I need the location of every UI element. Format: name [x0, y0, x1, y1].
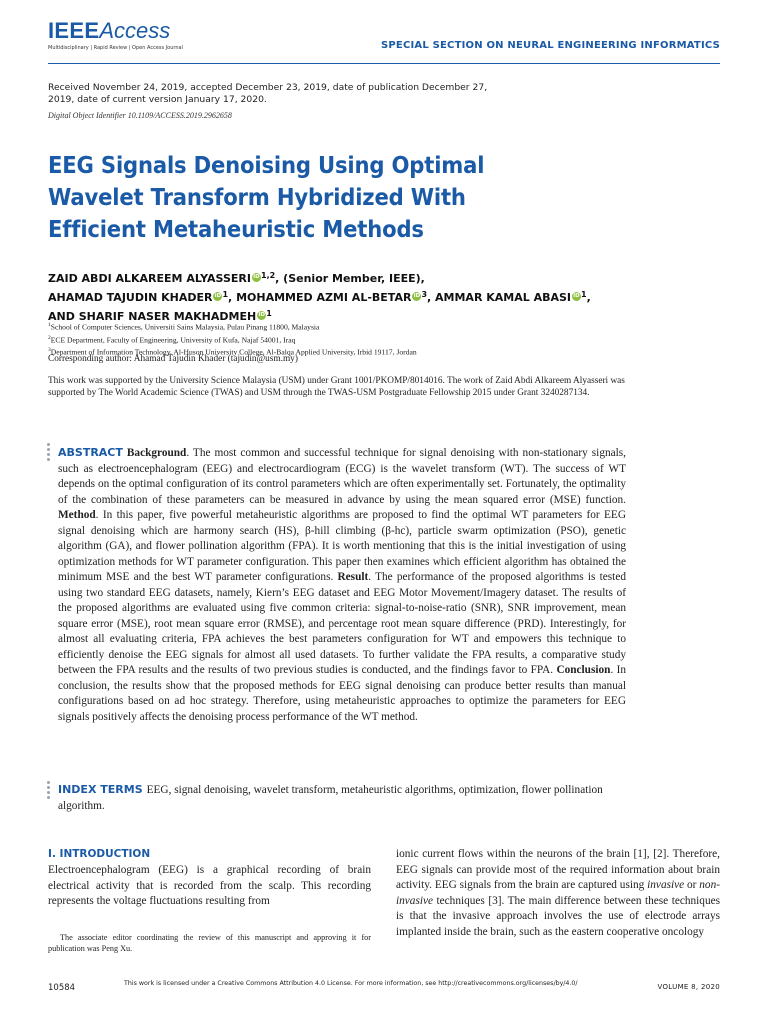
affiliation-line: $^2$ECE Department, Faculty of Engineering, University of Kufa, Najaf 54001, Iraq: [48, 334, 296, 345]
dots-icon: [47, 781, 51, 801]
abstract-label: ABSTRACT: [58, 446, 123, 459]
corresponding-author: Corresponding author: Ahamad Tajudin Khader (tajudin@usm.my): [48, 354, 298, 364]
paper-title: EEG Signals Denoising Using Optimal Wavelet Transform Hybridized With Efficient Metaheuristic Methods: [48, 153, 485, 243]
author-affiliation-mark: 1: [581, 290, 587, 299]
affiliation-line: $^1$School of Computer Sciences, Universiti Sains Malaysia, Pulau Pinang 11800, Malaysia: [48, 322, 320, 332]
doi-line: Digital Object Identifier 10.1109/ACCESS.2019.2962658: [48, 111, 232, 120]
orcid-icon[interactable]: iD: [573, 293, 580, 299]
license-notice[interactable]: This work is licensed under a Creative Commons Attribution 4.0 License. For more information, see http://creativecommons.org/licenses/by/4.0/: [124, 980, 578, 987]
index-terms-text: EEG, signal denoising, wavelet transform, metaheuristic algorithms, optimization, flower pollination algorithm.: [58, 784, 603, 812]
funding-statement: This work was supported by the University Science Malaysia (USM) under Grant 1001/PKOMP/8014016. The work of Zaid Abdi Alkareem Alyasseri was supported by The World Academic Science (TWAS) and USM through the TWAS-USM Postgraduate Fellowship 2015 under Grant 3240287134.: [48, 376, 625, 398]
intro-paragraph-left: Electroencephalogram (EEG) is a graphical recording of brain electrical activity that is recorded from the scalp. This recording represents the voltage fluctuations resulting from: [48, 864, 371, 907]
author-name: ZAID ABDI ALKAREEM ALYASSERI: [48, 272, 251, 285]
abstract-result-heading: Result: [337, 571, 369, 583]
orcid-icon[interactable]: iD: [214, 293, 222, 299]
author-list: ZAID ABDI ALKAREEM ALYASSERI iD$^{1,2}$, (Senior Member, IEEE), AHAMAD TAJUDIN KHADER iD$^1$, MOHAMMED AZMI AL-BETAR iD$^3$, AMMAR KAMAL ABASI iD$^1$, AND SHARIF NASER MAKHADMEH iD$^1$: [48, 271, 591, 323]
publication-dates: Received November 24, 2019, accepted December 23, 2019, date of publication December 27, 2019, date of current version January 17, 2020.: [48, 82, 488, 105]
left-column: [48, 848, 371, 910]
abstract-result-text: . The performance of the proposed algorithms is tested using two standard EEG datasets, namely, Kiern’s EEG dataset and EEG Motor Movement/Imagery dataset. The results of the proposed algorithms are evaluated using five common criteria: signal-to-noise-ratio (SNR), SNR improvement, mean square error (MSE), root mean square error (RMSE), and percentage root mean square difference (PRD). Interestingly, for almost all evaluating criteria, FPA achieves the best parameters configuration for WT and empowers this technique to efficiently denoise the EEG signals for almost all used datasets. To further validate the FPA results, a comparative study between the FPA results and the results of two previous studies is conducted, and the findings favor to FPA.: [58, 571, 626, 676]
author-affiliation-mark: 1,2: [261, 271, 276, 280]
journal-logo: [48, 20, 248, 51]
index-terms: [58, 782, 626, 814]
abstract-background-text: . The most common and successful technique for signal denoising with non-stationary signals, such as electroencephalogram (EEG) and electrocardiogram (ECG) is the wavelet transform (WT). The success of WT depends on the optimal configuration of its control parameters which are often experimentally set. Fortunately, the optimality of the combination of these parameters can be measured in advance by using the mean squared error (MSE) function.: [58, 447, 626, 506]
index-terms-label: INDEX TERMS: [58, 783, 143, 796]
orcid-icon[interactable]: iD: [253, 274, 260, 280]
affiliation-line: $^3$Department of Information Technology, Al-Huson University College, Al-Balqa Applied University, Irbid 19117, Jordan: [48, 347, 417, 357]
intro-paragraph-right: ionic current flows within the neurons of the brain [1], [2]. Therefore, EEG signals can provide most of the required information about brain activity. EEG signals from the brain are captured using invasive or non-invasive techniques [3]. The main difference between these techniques is that the invasive approach involves the use of electrode arrays implanted inside the brain, such as the eastern cooperative oncology: [396, 848, 720, 938]
emphasis-invasive: invasive: [647, 879, 685, 891]
orcid-icon[interactable]: iD: [413, 293, 421, 299]
abstract-background-heading: Background: [126, 447, 187, 459]
affiliations: [48, 320, 548, 358]
header-divider: [48, 63, 720, 64]
volume-label: VOLUME 8, 2020: [657, 983, 720, 991]
editor-footnote: The associate editor coordinating the review of this manuscript and approving it for publication was Peng Xu.: [48, 933, 371, 953]
author-name: MOHAMMED AZMI AL-BETAR: [236, 291, 412, 304]
page-number: 10584: [48, 983, 76, 993]
special-section-title: SPECIAL SECTION ON NEURAL ENGINEERING INFORMATICS: [381, 40, 720, 51]
abstract-method-text: . In this paper, five powerful metaheuristic algorithms are proposed to find the optimal WT parameters for EEG signal denoising which are harmony search (HS), β-hill climbing (β-hc), particle swarm optimization (PSO), genetic algorithm (GA), and flower pollination algorithm (FPA). It is worth mentioning that this is the initial investigation of using optimization methods for WT parameter configuration. This paper then examines which efficient algorithm has obtained the minimum MSE and the best WT parameter configurations.: [58, 509, 626, 583]
author-name: AHAMAD TAJUDIN KHADER: [48, 291, 213, 304]
section-heading-introduction: I. INTRODUCTION: [48, 848, 151, 860]
abstract-conclusion-text: . In conclusion, the results show that the proposed methods for EEG signal denoising can produce better results than manual configurations based on ad hoc strategy. Therefore, using metaheuristic approaches to optimize the parameters for EEG signals positively affects the denoising process performance of the WT method.: [58, 664, 626, 723]
author-membership: , (Senior Member, IEEE),: [275, 272, 425, 285]
abstract: [58, 445, 626, 725]
logo-ieee-text: IEEE: [48, 18, 100, 43]
author-affiliation-mark: 3: [421, 290, 428, 299]
orcid-icon[interactable]: iD: [258, 312, 265, 318]
author-name: AMMAR KAMAL ABASI: [435, 291, 572, 304]
author-affiliation-mark: 1: [222, 290, 229, 299]
author-name: SHARIF NASER MAKHADMEH: [78, 310, 257, 323]
abstract-method-heading: Method: [58, 509, 96, 521]
author-conjunction: AND: [48, 310, 79, 323]
emphasis-non-invasive: non-invasive: [396, 879, 720, 907]
author-affiliation-mark: 1: [266, 309, 272, 318]
dots-icon: [47, 443, 51, 463]
abstract-conclusion-heading: Conclusion: [556, 664, 611, 676]
logo-tagline: Multidisciplinary | Rapid Review | Open Access Journal: [48, 45, 183, 51]
logo-access-text: Access: [99, 18, 171, 43]
